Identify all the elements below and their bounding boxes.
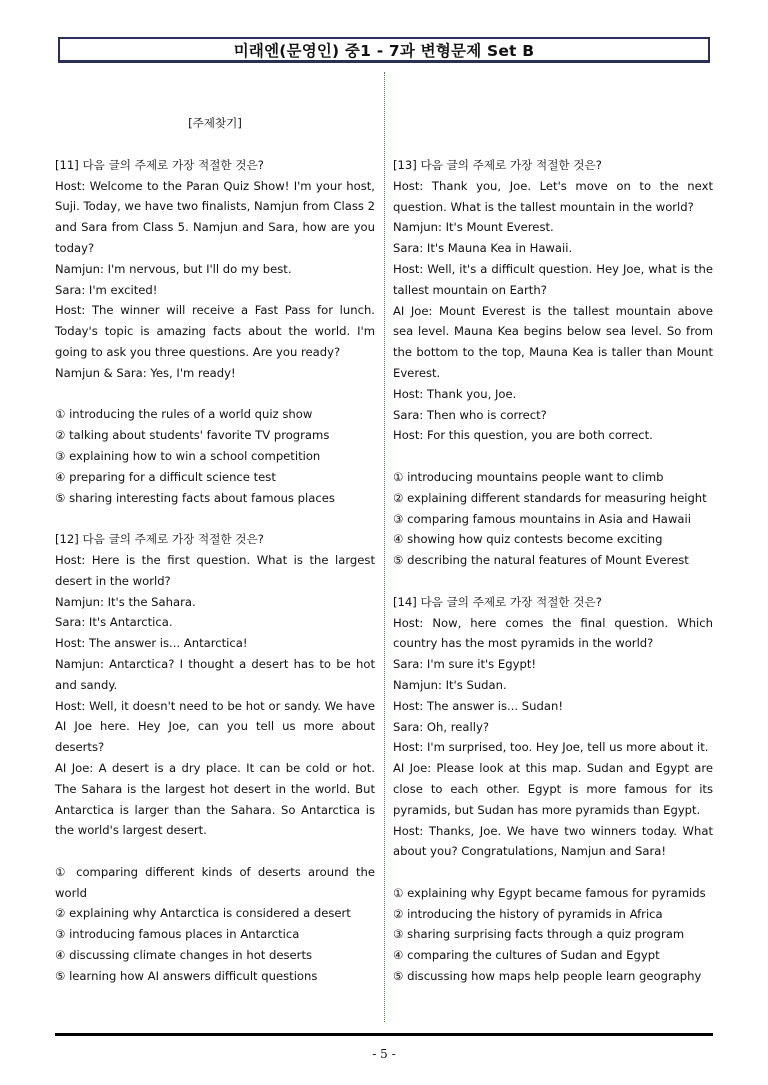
passage-line: Host: For this question, you are both correct. xyxy=(393,428,653,443)
choice-4: ④ discussing climate changes in hot deserts xyxy=(55,948,313,963)
passage-line: Sara: Then who is correct? xyxy=(393,407,547,422)
choice-2: ② explaining different standards for measuring height xyxy=(393,490,707,505)
passage-line: Sara: It's Mauna Kea in Hawaii. xyxy=(393,241,573,256)
passage-line: Host: The winner will receive a Fast Pass for lunch. Today's topic is amazing facts about the world. I'm going to ask you three questions. Are you ready? xyxy=(55,303,375,359)
question-title: [14] 다음 글의 주제로 가장 적절한 것은? xyxy=(393,594,602,609)
right-column xyxy=(393,155,713,987)
answer-choices xyxy=(393,467,713,571)
choice-3: ③ introducing famous places in Antarctica xyxy=(55,927,300,942)
passage-line: AI Joe: Please look at this map. Sudan and Egypt are close to each other. Egypt is more famous for its pyramids, but Sudan has more pyramids than Egypt. xyxy=(393,761,713,817)
passage-line: Sara: I'm sure it's Egypt! xyxy=(393,657,537,672)
choice-4: ④ preparing for a difficult science test xyxy=(55,469,276,484)
choice-5: ⑤ discussing how maps help people learn geography xyxy=(393,969,702,984)
passage-line: Host: Now, here comes the final question. Which country has the most pyramids in the world? xyxy=(393,615,713,651)
footer-rule xyxy=(55,1033,713,1036)
passage-line: Sara: It's Antarctica. xyxy=(55,615,173,630)
left-column xyxy=(55,113,375,987)
choice-5: ⑤ sharing interesting facts about famous places xyxy=(55,490,335,505)
passage-line: Sara: Oh, really? xyxy=(393,719,489,734)
choice-1: ① explaining why Egypt became famous for pyramids xyxy=(393,885,706,900)
passage-line: Namjun: It's the Sahara. xyxy=(55,594,196,609)
answer-choices xyxy=(393,883,713,987)
question-title: [12] 다음 글의 주제로 가장 적절한 것은? xyxy=(55,532,264,547)
choice-3: ③ sharing surprising facts through a quiz program xyxy=(393,927,685,942)
passage-line: Host: Well, it's a difficult question. Hey Joe, what is the tallest mountain on Earth? xyxy=(393,261,713,297)
choice-1: ① introducing the rules of a world quiz show xyxy=(55,407,313,422)
passage-line: Namjun & Sara: Yes, I'm ready! xyxy=(55,365,236,380)
passage-line: Host: Thanks, Joe. We have two winners today. What about you? Congratulations, Namjun and Sara! xyxy=(393,823,713,859)
choice-2: ② introducing the history of pyramids in Africa xyxy=(393,906,663,921)
passage-line: AI Joe: Mount Everest is the tallest mountain above sea level. Mauna Kea begins below sea level. So from the bottom to the top, Mauna Kea is taller than Mount Everest. xyxy=(393,303,713,380)
passage-line: Host: The answer is... Sudan! xyxy=(393,698,563,713)
column-divider xyxy=(384,72,385,1022)
choice-3: ③ comparing famous mountains in Asia and Hawaii xyxy=(393,511,691,526)
passage-line: AI Joe: A desert is a dry place. It can be cold or hot. The Sahara is the largest hot desert in the world. But Antarctica is larger than the Sahara. So Antarctica is the world's largest desert. xyxy=(55,760,375,838)
passage-line: Host: Thank you, Joe. xyxy=(393,386,517,401)
passage-line: Host: Here is the first question. What is the largest desert in the world? xyxy=(55,552,375,588)
choice-4: ④ comparing the cultures of Sudan and Egypt xyxy=(393,948,660,963)
choice-3: ③ explaining how to win a school competition xyxy=(55,448,321,463)
passage-line: Host: Thank you, Joe. Let's move on to the next question. What is the tallest mountain in the world? xyxy=(393,178,713,214)
choice-2: ② explaining why Antarctica is considered a desert xyxy=(55,906,351,921)
question-14 xyxy=(393,592,713,987)
passage-line: Namjun: I'm nervous, but I'll do my best. xyxy=(55,261,292,276)
section-title: [주제찾기] xyxy=(188,116,242,130)
passage-line: Host: I'm surprised, too. Hey Joe, tell us more about it. xyxy=(393,740,709,755)
header-title: 미래엔(문영인) 중1 - 7과 변형문제 Set B xyxy=(233,41,535,60)
choice-5: ⑤ describing the natural features of Mount Everest xyxy=(393,553,689,568)
passage-line: Namjun: It's Mount Everest. xyxy=(393,220,554,235)
question-title: [13] 다음 글의 주제로 가장 적절한 것은? xyxy=(393,158,602,172)
question-11 xyxy=(55,155,375,509)
passage-line: Namjun: Antarctica? I thought a desert has to be hot and sandy. xyxy=(55,656,375,692)
choice-4: ④ showing how quiz contests become exciting xyxy=(393,532,663,547)
question-title: [11] 다음 글의 주제로 가장 적절한 것은? xyxy=(55,157,264,172)
choice-1: ① introducing mountains people want to climb xyxy=(393,469,664,484)
page-header xyxy=(58,37,710,63)
choice-5: ⑤ learning how AI answers difficult questions xyxy=(55,968,318,983)
passage-line: Namjun: It's Sudan. xyxy=(393,677,507,692)
answer-choices xyxy=(55,862,375,987)
answer-choices xyxy=(55,404,375,508)
choice-1: ① comparing different kinds of deserts around the world xyxy=(55,864,375,900)
passage-line: Host: The answer is... Antarctica! xyxy=(55,636,248,651)
question-13 xyxy=(393,155,713,571)
passage-line: Sara: I'm excited! xyxy=(55,282,158,297)
passage-line: Host: Welcome to the Paran Quiz Show! I'm your host, Suji. Today, we have two finalists, Namjun from Class 2 and Sara from Class 5. Namjun and Sara, how are you today? xyxy=(55,178,375,255)
question-12 xyxy=(55,529,375,987)
passage-line: Host: Well, it doesn't need to be hot or sandy. We have AI Joe here. Hey Joe, can you tell us more about deserts? xyxy=(55,698,375,755)
choice-2: ② talking about students' favorite TV programs xyxy=(55,428,330,443)
page-number: - 5 - xyxy=(372,1047,396,1061)
